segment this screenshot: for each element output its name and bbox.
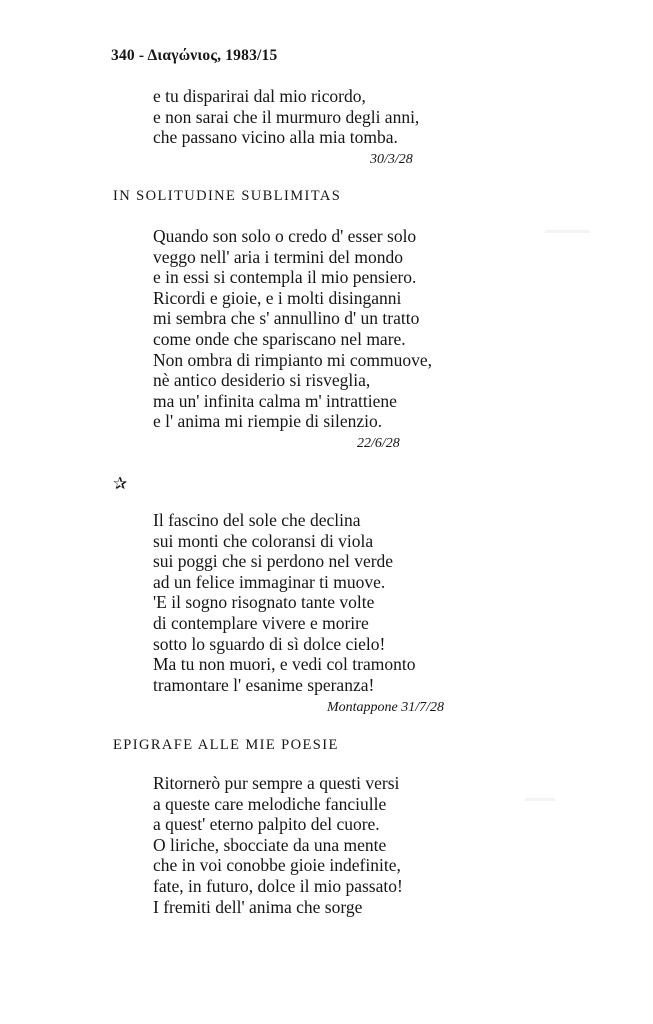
poem-line: nè antico desiderio si risveglia, <box>153 370 371 391</box>
poem-line: I fremiti dell' anima che sorge <box>153 896 363 917</box>
poem-line: ad un felice immaginar ti muove. <box>153 571 386 592</box>
poem-line: che passano vicino alla mia tomba. <box>153 127 398 148</box>
poem-line: a queste care melodiche fanciulle <box>153 793 387 814</box>
poem-ending <box>153 86 419 148</box>
poem-line: ma un' infinita calma m' intrattiene <box>153 390 397 411</box>
poem-line: sui poggi che si perdono nel verde <box>153 551 394 572</box>
poem-line: di contemplare vivere e morire <box>153 612 369 633</box>
poem-line: O liriche, sbocciate da una mente <box>153 834 387 855</box>
poem-line: Non ombra di rimpianto mi commuove, <box>153 349 432 370</box>
poem-line: Ma tu non muori, e vedi col tramonto <box>153 654 416 675</box>
poem-line: tramontare l' esanime speranza! <box>153 674 375 695</box>
poem-line: sotto lo sguardo di sì dolce cielo! <box>153 633 386 654</box>
poem-title: EPIGRAFE ALLE MIE POESIE <box>113 737 339 753</box>
poem-line: e tu disparirai dal mio ricordo, <box>153 86 366 106</box>
poem-line: Quando son solo o credo d' esser solo <box>153 226 417 246</box>
poem-line: mi sembra che s' annullino d' un tratto <box>153 308 420 329</box>
poem-line: fate, in futuro, dolce il mio passato! <box>153 875 403 896</box>
poem-epigrafe <box>153 773 403 917</box>
poem-line: come onde che spariscano nel mare. <box>153 328 406 349</box>
scan-artifact <box>545 230 590 233</box>
poem-date: 22/6/28 <box>357 436 400 451</box>
poem-date: Montappone 31/7/28 <box>327 700 445 715</box>
poem-line: Ricordi e gioie, e i molti disinganni <box>153 287 402 308</box>
star-ornament-icon: ✰ <box>113 474 128 493</box>
poem-line: a quest' eterno palpito del cuore. <box>153 814 380 835</box>
running-header: 340 - Διαγώνιος, 1983/15 <box>111 47 278 64</box>
poem-solitudine <box>153 226 432 432</box>
poem-line: e in essi si contempla il mio pensiero. <box>153 267 417 288</box>
poem-line: Il fascino del sole che declina <box>153 510 361 530</box>
poem-title: IN SOLITUDINE SUBLIMITAS <box>113 188 342 204</box>
poem-date: 30/3/28 <box>370 152 413 167</box>
scan-artifact <box>525 798 555 801</box>
poem-line: veggo nell' aria i termini del mondo <box>153 246 404 267</box>
poem-line: 'E il sogno risognato tante volte <box>153 592 375 613</box>
poem-line: e l' anima mi riempie di silenzio. <box>153 411 383 432</box>
poem-line: e non sarai che il murmuro degli anni, <box>153 106 420 127</box>
poem-line: Ritornerò pur sempre a questi versi <box>153 773 400 793</box>
poem-line: sui monti che coloransi di viola <box>153 530 374 551</box>
poem-line: che in voi conobbe gioie indefinite, <box>153 855 401 876</box>
poem-fascino <box>153 510 415 695</box>
